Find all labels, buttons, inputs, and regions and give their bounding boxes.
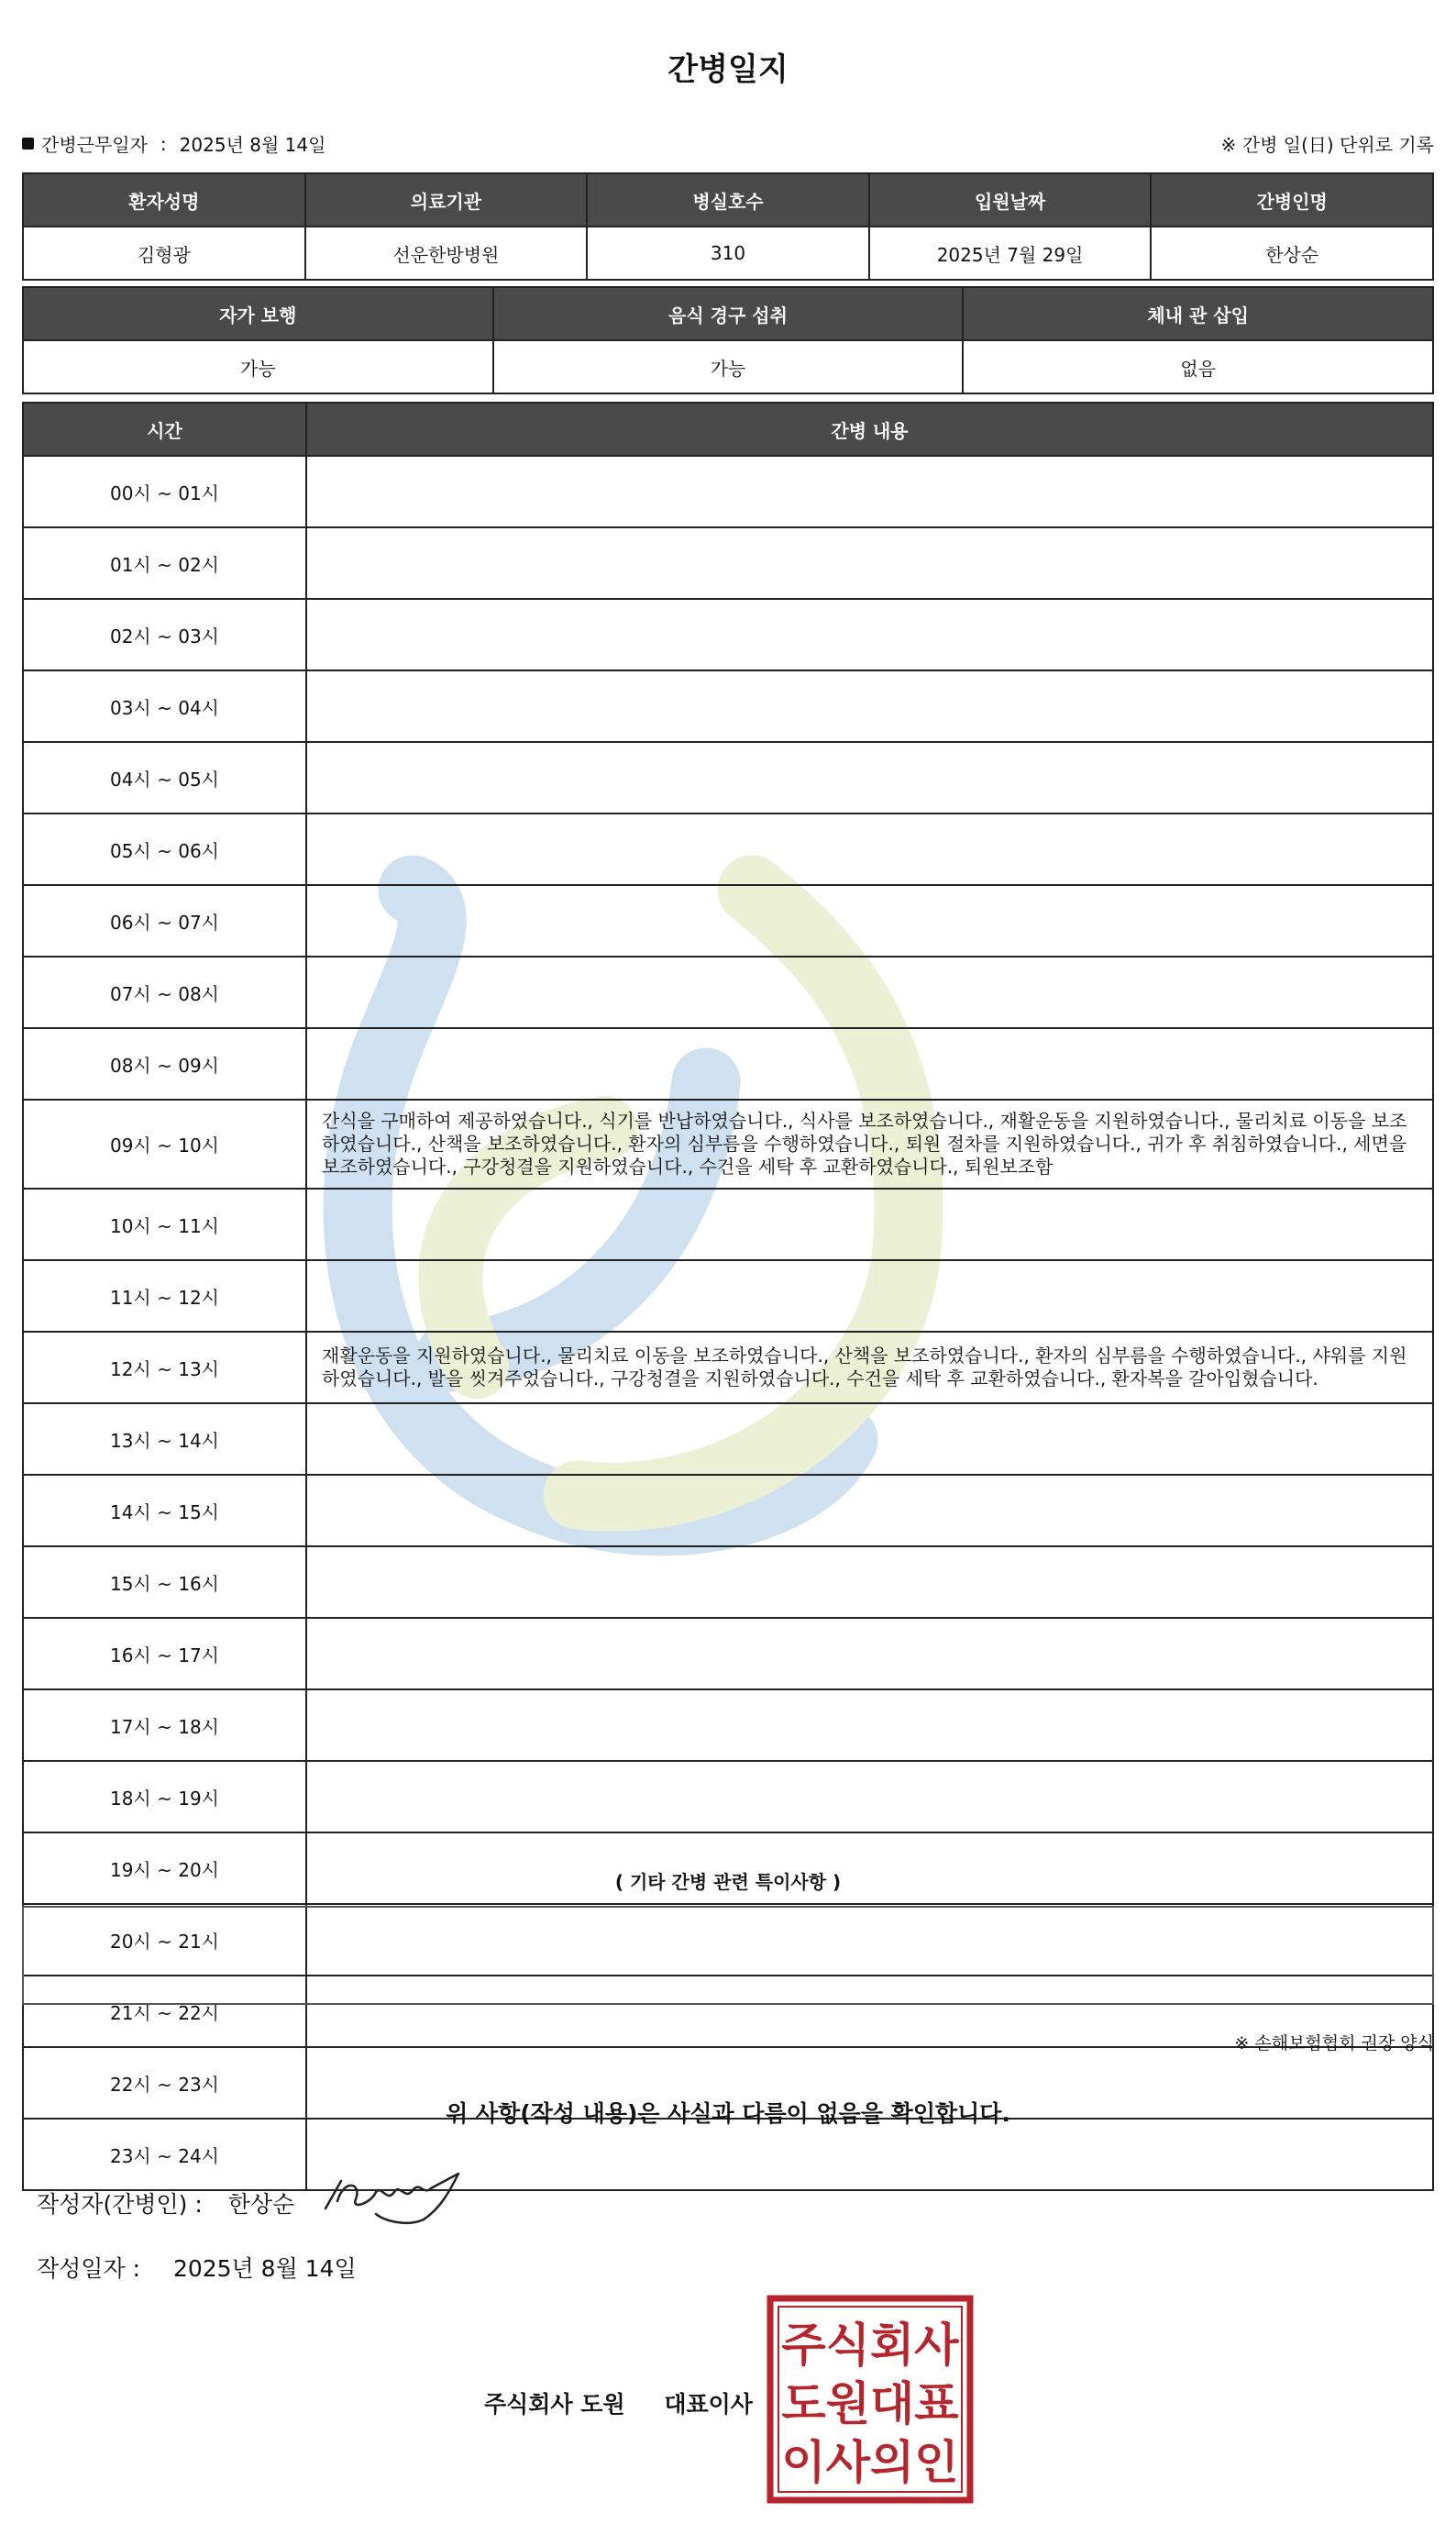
write-date-value: 2025년 8월 14일 <box>172 2255 357 2282</box>
time-cell: 19시 ~ 20시 <box>23 1832 306 1904</box>
work-date <box>22 130 325 157</box>
time-cell: 16시 ~ 17시 <box>23 1618 306 1689</box>
time-cell: 08시 ~ 09시 <box>23 1028 306 1100</box>
table-row <box>23 742 1433 814</box>
signature-image <box>321 2164 477 2229</box>
special-notes-title: ( 기타 간병 관련 특이사항 ) <box>614 1871 842 1893</box>
time-cell: 15시 ~ 16시 <box>23 1546 306 1618</box>
table-row <box>23 957 1433 1028</box>
time-cell: 20시 ~ 21시 <box>23 1904 306 1976</box>
work-date-separator: : <box>160 132 167 155</box>
care-content-cell: 간식을 구매하여 제공하였습니다., 식기를 반납하였습니다., 식사를 보조하였습니다., 재활운동을 지원하였습니다., 물리치료 이동을 보조하였습니다., 산책을 보조하였습니다., 환자의 심부름을 수행하였습니다., 퇴원 절차를 지원하였습니다., 귀가 후 취침하였습니다., 세면을 보조하였습니다., 구강청결을 지원하였습니다., 수건을 세탁 후 교환하였습니다., 퇴원보조함 <box>306 1100 1433 1189</box>
walking-value: 가능 <box>23 340 493 393</box>
time-cell: 02시 ~ 03시 <box>23 599 306 670</box>
time-cell: 13시 ~ 14시 <box>23 1403 306 1475</box>
care-content-cell <box>306 1260 1433 1332</box>
table-row <box>23 1403 1433 1475</box>
table-row <box>23 599 1433 670</box>
table-row <box>23 1100 1433 1189</box>
caregiver-name: 한상순 <box>1151 227 1433 280</box>
time-cell: 21시 ~ 22시 <box>23 1976 306 2047</box>
unit-note: ※ 간병 일(日) 단위로 기록 <box>1220 134 1434 156</box>
hospital-header: 의료기관 <box>305 173 588 227</box>
time-cell: 17시 ~ 18시 <box>23 1689 306 1761</box>
bullet-square-icon <box>22 138 34 149</box>
table-row <box>23 814 1433 885</box>
care-content-cell <box>306 670 1433 742</box>
seal-line-3: 이사의인 <box>781 2436 959 2489</box>
care-content-cell <box>306 1475 1433 1546</box>
table-row <box>23 1260 1433 1332</box>
care-content-cell <box>306 885 1433 957</box>
write-date-line <box>37 2251 357 2284</box>
tube-value: 없음 <box>963 340 1433 393</box>
patient-info-table <box>22 172 1434 281</box>
care-content-cell <box>306 1546 1433 1618</box>
table-row <box>23 456 1433 527</box>
care-content-cell <box>306 456 1433 527</box>
company-seal <box>767 2295 974 2504</box>
care-content-cell <box>306 1189 1433 1260</box>
hospital: 선운한방병원 <box>305 227 588 280</box>
seal-line-2: 도원대표 <box>781 2377 959 2430</box>
time-cell: 04시 ~ 05시 <box>23 742 306 814</box>
table-row <box>23 1618 1433 1689</box>
care-content-header: 간병 내용 <box>306 403 1433 456</box>
time-cell: 03시 ~ 04시 <box>23 670 306 742</box>
care-content-cell <box>306 1618 1433 1689</box>
table-row <box>23 1546 1433 1618</box>
walking-header: 자가 보행 <box>23 287 493 340</box>
table-row <box>23 527 1433 599</box>
time-cell: 18시 ~ 19시 <box>23 1761 306 1832</box>
writer-line <box>37 2186 294 2220</box>
writer-label: 작성자(간병인) : <box>37 2191 203 2218</box>
work-date-label: 간병근무일자 <box>41 134 148 156</box>
table-row <box>23 670 1433 742</box>
care-content-cell <box>306 742 1433 814</box>
admission-date-header: 입원날짜 <box>869 173 1152 227</box>
patient-status-table <box>22 286 1434 394</box>
writer-name: 한상순 <box>227 2191 295 2218</box>
time-header: 시간 <box>23 403 306 456</box>
admission-date: 2025년 7월 29일 <box>869 227 1152 280</box>
table-row <box>23 2119 1433 2190</box>
time-cell: 14시 ~ 15시 <box>23 1475 306 1546</box>
time-cell: 22시 ~ 23시 <box>23 2047 306 2119</box>
table-row <box>23 1028 1433 1100</box>
time-cell: 01시 ~ 02시 <box>23 527 306 599</box>
oral-intake-value: 가능 <box>493 340 964 393</box>
time-cell: 12시 ~ 13시 <box>23 1332 306 1403</box>
time-cell: 23시 ~ 24시 <box>23 2119 306 2190</box>
care-content-cell <box>306 1028 1433 1100</box>
form-note: ※ 손해보험협회 권장 양식 <box>1234 2033 1434 2053</box>
table-row <box>23 1761 1433 1832</box>
seal-line-1: 주식회사 <box>781 2319 959 2372</box>
patient-name-header: 환자성명 <box>23 173 305 227</box>
time-cell: 09시 ~ 10시 <box>23 1100 306 1189</box>
table-row <box>23 1475 1433 1546</box>
care-content-cell <box>306 1403 1433 1475</box>
table-row <box>23 1332 1433 1403</box>
time-cell: 00시 ~ 01시 <box>23 456 306 527</box>
care-content-cell <box>306 599 1433 670</box>
care-content-cell <box>306 814 1433 885</box>
ceo-label: 대표이사 <box>664 2391 753 2418</box>
care-content-cell <box>306 527 1433 599</box>
table-row <box>23 885 1433 957</box>
time-cell: 07시 ~ 08시 <box>23 957 306 1028</box>
page-title: 간병일지 <box>667 51 789 88</box>
time-cell: 06시 ~ 07시 <box>23 885 306 957</box>
time-cell: 11시 ~ 12시 <box>23 1260 306 1332</box>
room-header: 병실호수 <box>587 173 869 227</box>
special-notes-box <box>22 1906 1434 2005</box>
time-cell: 10시 ~ 11시 <box>23 1189 306 1260</box>
work-date-value: 2025년 8월 14일 <box>179 134 326 156</box>
care-content-cell: 재활운동을 지원하였습니다., 물리치료 이동을 보조하였습니다., 산책을 보조하였습니다., 환자의 심부름을 수행하였습니다., 샤워를 지원하였습니다., 발을 씻겨주었습니다., 구강청결을 지원하였습니다., 수건을 세탁 후 교환하였습니다., 환자복을 갈아입혔습니다. <box>306 1332 1433 1403</box>
care-content-cell <box>306 1689 1433 1761</box>
write-date-label: 작성일자 : <box>37 2255 140 2282</box>
tube-header: 체내 관 삽입 <box>963 287 1433 340</box>
time-cell: 05시 ~ 06시 <box>23 814 306 885</box>
company-line <box>484 2386 753 2419</box>
oral-intake-header: 음식 경구 섭취 <box>493 287 964 340</box>
patient-name: 김형광 <box>23 227 305 280</box>
caregiver-header: 간병인명 <box>1151 173 1433 227</box>
confirm-statement: 위 사항(작성 내용)은 사실과 다름이 없음을 확인합니다. <box>446 2100 1010 2127</box>
table-row <box>23 1189 1433 1260</box>
company-name: 주식회사 도원 <box>484 2391 625 2418</box>
care-content-cell <box>306 1761 1433 1832</box>
table-row <box>23 1689 1433 1761</box>
room-number: 310 <box>587 227 869 280</box>
care-content-cell <box>306 957 1433 1028</box>
